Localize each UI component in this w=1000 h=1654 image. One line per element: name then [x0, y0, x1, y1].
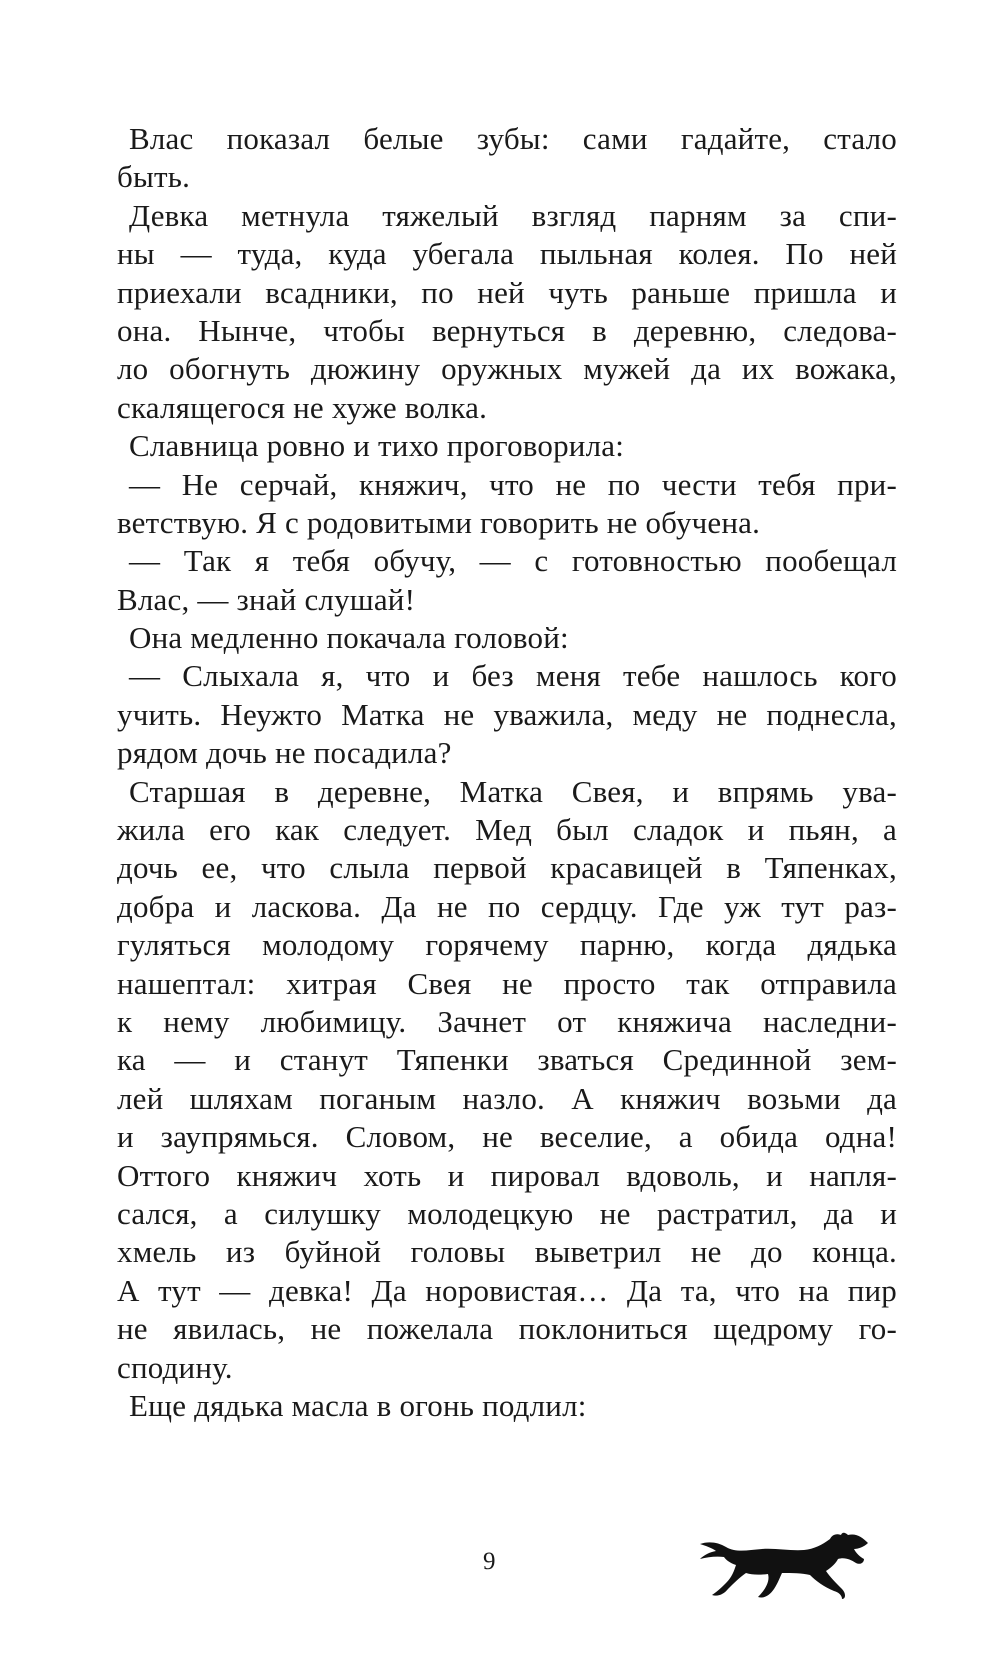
text-line: А тут — девка! Да норовистая… Да та, что на пир [117, 1272, 897, 1308]
text-line: жила его как следует. Мед был сладок и пьян, а [117, 812, 897, 848]
text-line: ло обогнуть дюжину оружных мужей да их вожака, [117, 351, 897, 387]
text-line: учить. Неужто Матка не уважила, меду не поднесла, [117, 696, 897, 732]
text-line: Еще дядька масла в огонь подлил: [129, 1387, 587, 1423]
text-line: ны — туда, куда убегала пыльная колея. По ней [117, 236, 897, 272]
horse-icon [696, 1531, 871, 1603]
page-number: 9 [483, 1548, 496, 1575]
text-line: гуляться молодому горячему парню, когда дядька [117, 927, 897, 963]
text-line: добра и ласкова. Да не по сердцу. Где уж тут раз- [117, 888, 897, 924]
text-line: — Слыхала я, что и без меня тебе нашлось кого [129, 658, 897, 694]
text-line: быть. [117, 159, 191, 195]
text-line: Старшая в деревне, Матка Свея, и впрямь ува- [129, 773, 897, 809]
text-line: хмель из буйной головы выветрил не до конца. [117, 1234, 897, 1270]
text-line: сался, а силушку молодецкую не растратил, да и [117, 1195, 897, 1231]
text-line: — Так я тебя обучу, — с готовностью пообещал [129, 543, 897, 579]
text-line: не явилась, не пожелала поклониться щедрому го- [117, 1311, 897, 1347]
text-line: Славница ровно и тихо проговорила: [129, 428, 625, 464]
text-line: сподину. [117, 1349, 233, 1385]
text-line: и заупрямься. Словом, не веселие, а обида одна! [117, 1119, 897, 1155]
text-line: приехали всадники, по ней чуть раньше пришла и [117, 274, 897, 310]
text-line: лей шляхам поганым назло. А княжич возьми да [117, 1080, 897, 1116]
text-line: нашептал: хитрая Свея не просто так отправила [117, 965, 897, 1001]
text-line: рядом дочь не посадила? [117, 735, 452, 771]
text-line: Она медленно покачала головой: [129, 620, 569, 656]
text-line: к нему любимицу. Зачнет от княжича наследни- [117, 1003, 897, 1039]
text-line: ка — и станут Тяпенки зваться Срединной зем- [117, 1042, 897, 1078]
text-line: скалящегося не хуже волка. [117, 389, 488, 425]
text-line: Девка метнула тяжелый взгляд парням за спи- [129, 197, 897, 233]
text-line: она. Нынче, чтобы вернуться в деревню, следова- [117, 312, 897, 348]
text-line: Оттого княжич хоть и пировал вдоволь, и напля- [117, 1157, 897, 1193]
body-text [117, 120, 897, 1425]
text-line: — Не серчай, княжич, что не по чести тебя при- [129, 466, 897, 502]
text-line: дочь ее, что слыла первой красавицей в Тяпенках, [117, 850, 897, 886]
text-line: ветствую. Я с родовитыми говорить не обучена. [117, 504, 761, 540]
text-line: Влас, — знай слушай! [117, 581, 416, 617]
text-line: Влас показал белые зубы: сами гадайте, стало [129, 121, 897, 156]
